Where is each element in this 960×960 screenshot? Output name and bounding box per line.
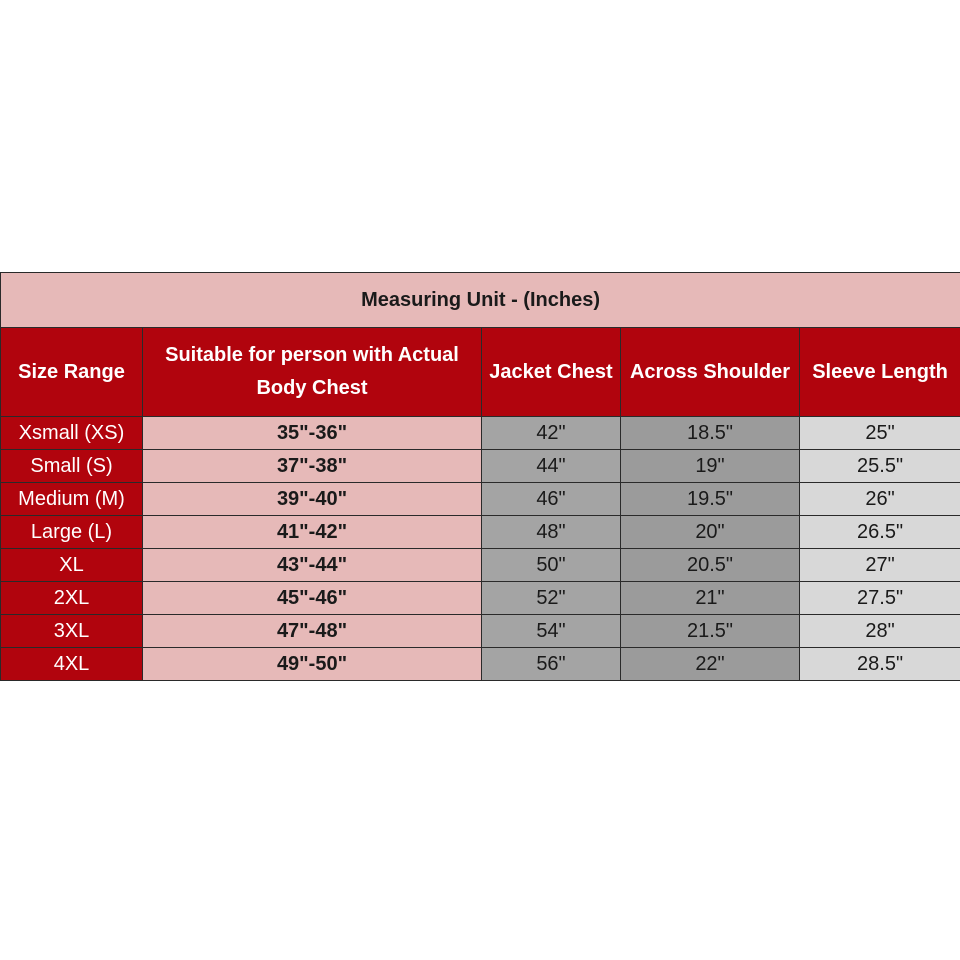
jacket-chest-cell: 48" [482,516,621,549]
body-chest-cell: 39"-40" [143,483,482,516]
size-cell: Xsmall (XS) [1,417,143,450]
table-row [1,450,960,483]
header-row [1,328,960,417]
size-chart-table [0,272,960,681]
body-chest-cell: 43"-44" [143,549,482,582]
sleeve-length-cell: 28.5" [800,648,960,681]
across-shoulder-cell: 18.5" [621,417,800,450]
across-shoulder-cell: 22" [621,648,800,681]
table-row [1,582,960,615]
size-cell: Large (L) [1,516,143,549]
size-cell: XL [1,549,143,582]
header-size-range: Size Range [1,328,143,417]
sleeve-length-cell: 27.5" [800,582,960,615]
sleeve-length-cell: 26" [800,483,960,516]
table-row [1,516,960,549]
title-row [1,273,960,328]
across-shoulder-cell: 21" [621,582,800,615]
header-sleeve-length: Sleeve Length [800,328,960,417]
size-cell: 4XL [1,648,143,681]
table-row [1,549,960,582]
size-cell: 2XL [1,582,143,615]
body-chest-cell: 49"-50" [143,648,482,681]
body-chest-cell: 45"-46" [143,582,482,615]
table-row [1,615,960,648]
jacket-chest-cell: 42" [482,417,621,450]
size-cell: 3XL [1,615,143,648]
sleeve-length-cell: 25.5" [800,450,960,483]
header-body-chest: Suitable for person with Actual Body Chest [143,328,482,417]
table-row [1,483,960,516]
sleeve-length-cell: 28" [800,615,960,648]
body-chest-cell: 47"-48" [143,615,482,648]
jacket-chest-cell: 56" [482,648,621,681]
table-title: Measuring Unit - (Inches) [1,273,960,328]
body-chest-cell: 35"-36" [143,417,482,450]
sleeve-length-cell: 26.5" [800,516,960,549]
body-chest-cell: 37"-38" [143,450,482,483]
header-across-shoulder: Across Shoulder [621,328,800,417]
across-shoulder-cell: 20.5" [621,549,800,582]
header-jacket-chest: Jacket Chest [482,328,621,417]
sleeve-length-cell: 25" [800,417,960,450]
body-chest-cell: 41"-42" [143,516,482,549]
jacket-chest-cell: 50" [482,549,621,582]
size-cell: Medium (M) [1,483,143,516]
across-shoulder-cell: 19" [621,450,800,483]
table-row [1,417,960,450]
across-shoulder-cell: 20" [621,516,800,549]
jacket-chest-cell: 46" [482,483,621,516]
across-shoulder-cell: 21.5" [621,615,800,648]
sleeve-length-cell: 27" [800,549,960,582]
across-shoulder-cell: 19.5" [621,483,800,516]
table-row [1,648,960,681]
jacket-chest-cell: 44" [482,450,621,483]
jacket-chest-cell: 54" [482,615,621,648]
jacket-chest-cell: 52" [482,582,621,615]
size-cell: Small (S) [1,450,143,483]
